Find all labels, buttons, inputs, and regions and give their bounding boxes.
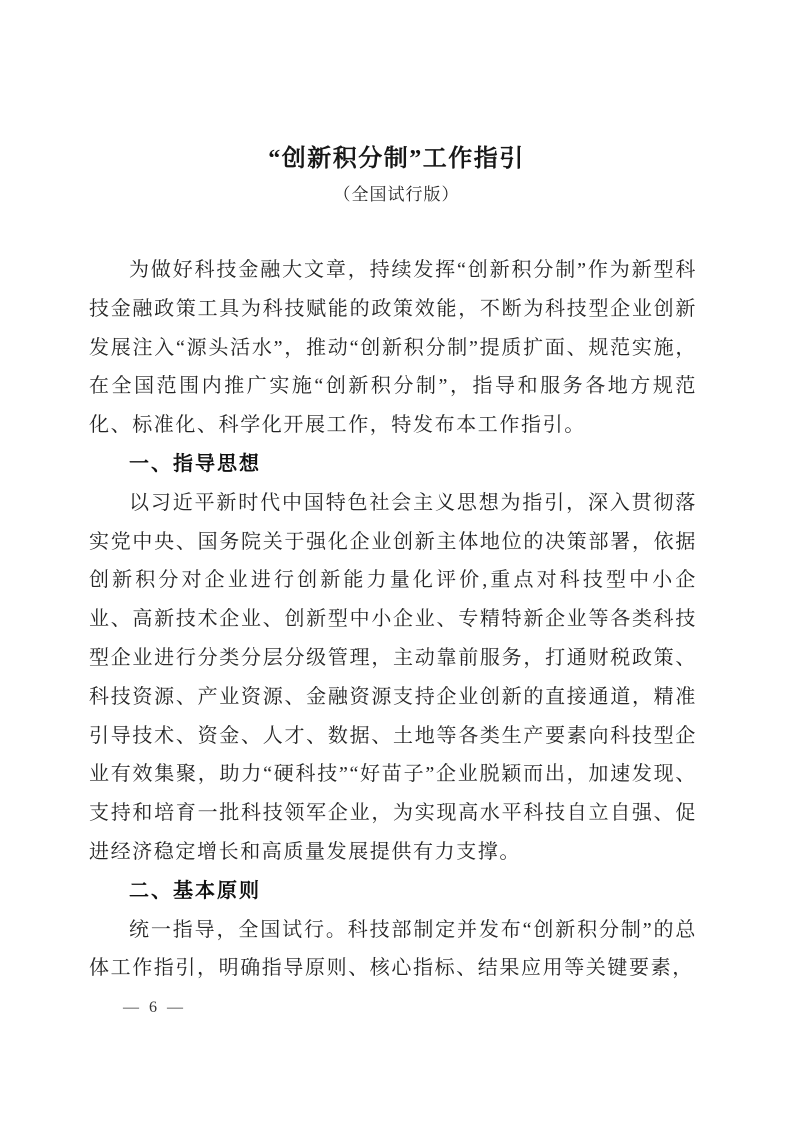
- paragraph-basic-principles: 统一指导，全国试行。科技部制定并发布“创新积分制”的总体工作指引，明确指导原则、核心指标、结果应用等关键要素，: [89, 918, 697, 980]
- section-heading-basic-principles: 二、基本原则: [129, 879, 261, 902]
- section-heading-guiding-ideology: 一、指导思想: [129, 452, 261, 475]
- paragraph-guiding-ideology: 以习近平新时代中国特色社会主义思想为指引，深入贯彻落实党中央、国务院关于强化企业创新主体地位的决策部署，依据创新积分对企业进行创新能力量化评价,重点对科技型中小企业、高新技术企业、创新型中小企业、专精特新企业等各类科技型企业进行分类分层分级管理，主动靠前服务，打通财税政策、科技资源、产业资源、金融资源支持企业创新的直接通道，精准引导技术、资金、人才、数据、土地等各类生产要素向科技型企业有效集聚，助力“硬科技”“好苗子”企业脱颖而出，加速发现、支持和培育一批科技领军企业，为实现高水平科技自立自强、促进经济稳定增长和高质量发展提供有力支撑。: [89, 491, 697, 863]
- document-title: “创新积分制”工作指引: [268, 146, 525, 172]
- document-body: [89, 251, 697, 988]
- document-subtitle: （全国试行版）: [333, 185, 460, 204]
- page-number: — 6 —: [123, 999, 186, 1016]
- paragraph-preamble: 为做好科技金融大文章，持续发挥“创新积分制”作为新型科技金融政策工具为科技赋能的政策效能，不断为科技型企业创新发展注入“源头活水”，推动“创新积分制”提质扩面、规范实施，在全国范围内推广实施“创新积分制”，指导和服务各地方规范化、标准化、科学化开展工作，特发布本工作指引。: [89, 259, 697, 437]
